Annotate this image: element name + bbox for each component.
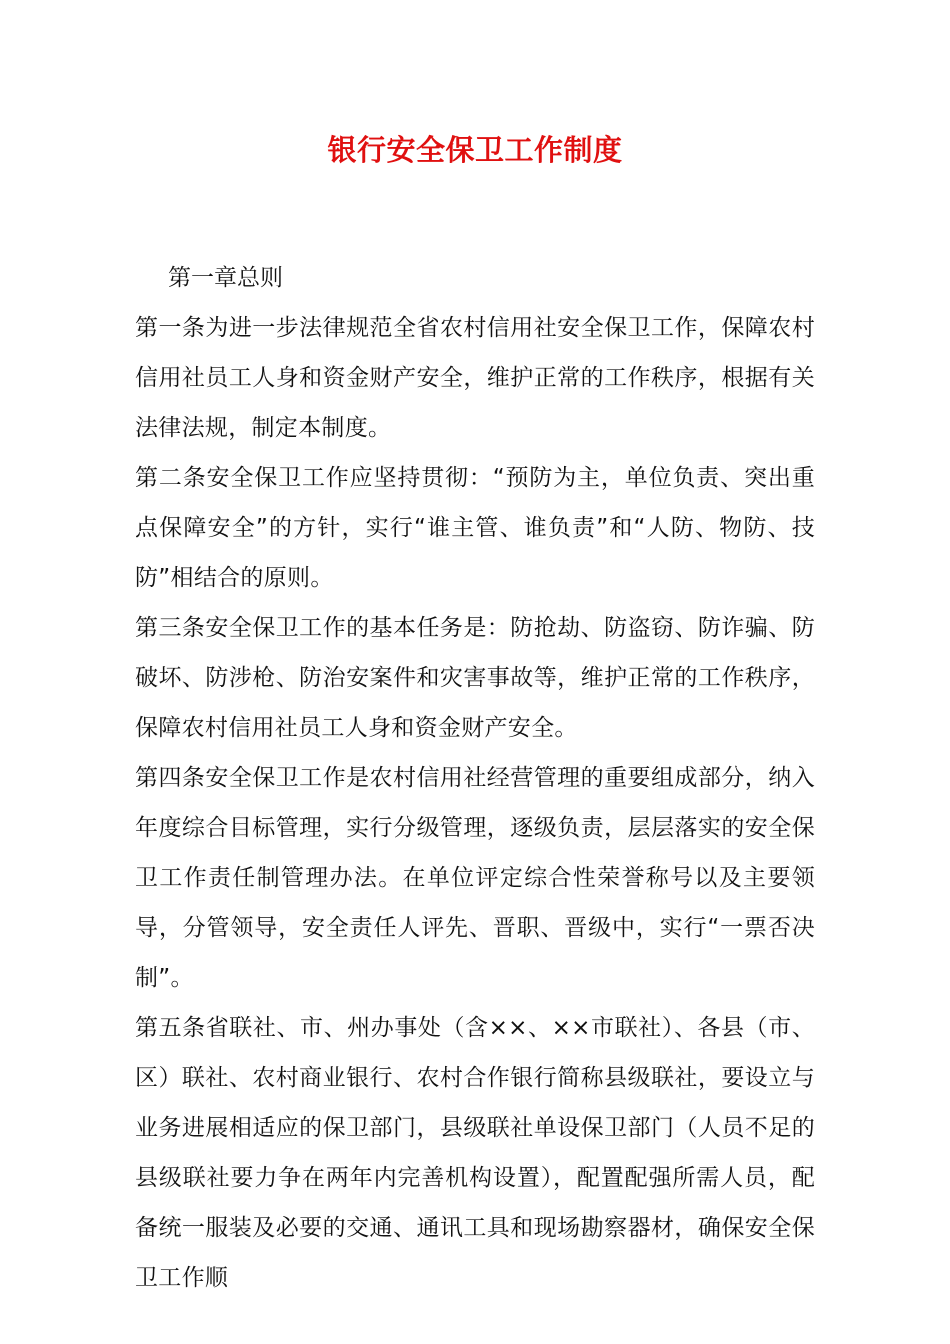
article-4: 第四条安全保卫工作是农村信用社经营管理的重要组成部分，纳入年度综合目标管理，实行分级管理，逐级负责，层层落实的安全保卫工作责任制管理办法。在单位评定综合性荣誉称号以及主要领导，分管领导，安全责任人评先、晋职、晋级中，实行“一票否决制”。	[135, 765, 815, 991]
article-3: 第三条安全保卫工作的基本任务是：防抢劫、防盗窃、防诈骗、防破坏、防涉枪、防治安案件和灾害事故等，维护正常的工作秩序，保障农村信用社员工人身和资金财产安全。	[135, 615, 815, 741]
article-1: 第一条为进一步法律规范全省农村信用社安全保卫工作，保障农村信用社员工人身和资金财产安全，维护正常的工作秩序，根据有关法律法规，制定本制度。	[135, 315, 815, 441]
chapter-heading: 第一章总则	[168, 265, 283, 291]
document-body	[135, 253, 815, 1303]
document-title: 银行安全保卫工作制度	[327, 133, 623, 167]
article-2: 第二条安全保卫工作应坚持贯彻：“预防为主，单位负责、突出重点保障安全”的方针，实行“谁主管、谁负责”和“人防、物防、技防”相结合的原则。	[135, 465, 815, 591]
article-5: 第五条省联社、市、州办事处（含××、××市联社）、各县（市、区）联社、农村商业银行、农村合作银行简称县级联社，要设立与业务进展相适应的保卫部门，县级联社单设保卫部门（人员不足的县级联社要力争在两年内完善机构设置），配置配强所需人员，配备统一服装及必要的交通、通讯工具和现场勘察器材，确保安全保卫工作顺	[135, 1015, 815, 1291]
